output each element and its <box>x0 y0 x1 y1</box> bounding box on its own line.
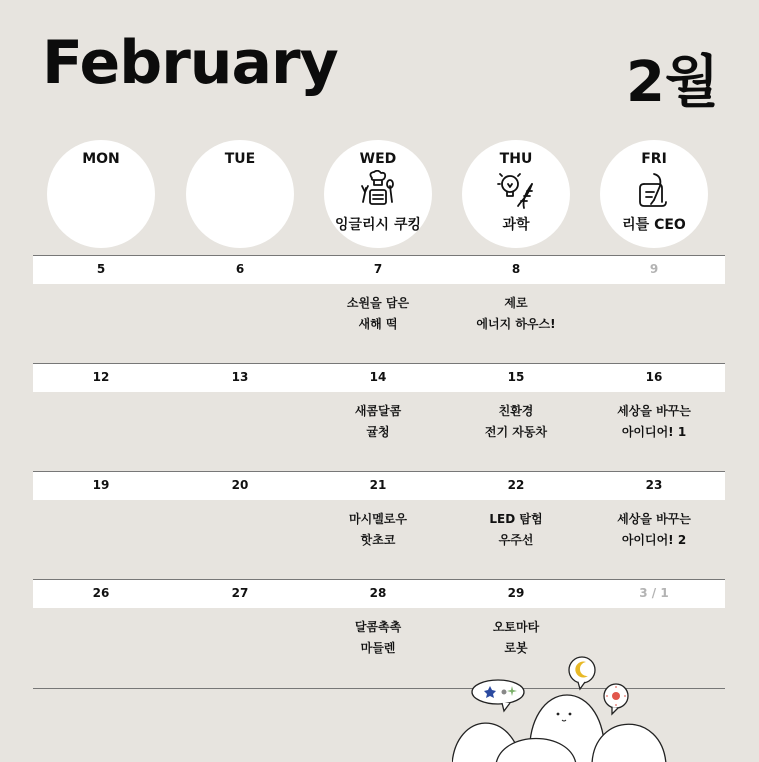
weekday-label: FRI <box>641 151 667 167</box>
date-cell: 8 <box>511 262 521 276</box>
date-cell: 26 <box>92 586 110 600</box>
date-cell: 13 <box>231 370 249 384</box>
date-cell: 15 <box>507 370 525 384</box>
event-text: 달콤촉촉 마들렌 <box>354 620 402 655</box>
weekday-label: TUE <box>224 151 256 167</box>
date-cell: 9 <box>649 262 659 276</box>
date-cell: 16 <box>645 370 663 384</box>
date-cell: 27 <box>231 586 249 600</box>
weekday-thu <box>462 140 570 248</box>
subject-label: 리틀 CEO <box>622 217 686 233</box>
date-cell: 22 <box>507 478 525 492</box>
event-text: 소원을 담은 새해 떡 <box>346 296 410 331</box>
week-row-3 <box>33 471 725 578</box>
date-cell: 14 <box>369 370 387 384</box>
event-text: 마시멜로우 핫초코 <box>349 512 407 547</box>
weekday-label: THU <box>499 151 533 167</box>
date-bar <box>33 471 725 500</box>
date-bar <box>33 363 725 392</box>
event-text: 새콤달콤 귤청 <box>354 404 402 439</box>
date-cell: 6 <box>235 262 245 276</box>
event-text: 제로 에너지 하우스! <box>476 296 556 331</box>
month-title-english: February <box>42 28 338 98</box>
weekday-label: MON <box>82 151 120 167</box>
event-text: LED 탐험 우주선 <box>489 512 543 547</box>
month-title-korean: 2월 <box>625 50 719 115</box>
date-bar <box>33 579 725 608</box>
weekday-mon <box>47 140 155 248</box>
event-text: 세상을 바꾸는 아이디어! 1 <box>617 404 691 439</box>
date-cell: 5 <box>96 262 106 276</box>
date-cell: 19 <box>92 478 110 492</box>
lightbulb-dna-icon <box>496 170 536 210</box>
weekday-tue <box>186 140 294 248</box>
week-row-1 <box>33 255 725 362</box>
date-cell: 3 / 1 <box>639 586 669 600</box>
weekday-label: WED <box>359 151 397 167</box>
date-cell: 21 <box>369 478 387 492</box>
cooking-tools-icon <box>358 170 398 210</box>
date-cell: 7 <box>373 262 383 276</box>
date-cell: 28 <box>369 586 387 600</box>
date-bar <box>33 255 725 284</box>
event-text: 친환경 전기 자동차 <box>484 404 548 439</box>
subject-label: 잉글리시 쿠킹 <box>334 217 422 233</box>
subject-label: 과학 <box>502 217 530 233</box>
weekday-wed <box>324 140 432 248</box>
date-cell: 20 <box>231 478 249 492</box>
ghost-characters-illustration <box>452 652 732 762</box>
event-text: 오토마타 로봇 <box>492 620 540 655</box>
date-cell: 12 <box>92 370 110 384</box>
weekday-fri <box>600 140 708 248</box>
scroll-quill-icon <box>634 170 674 210</box>
date-cell: 23 <box>645 478 663 492</box>
event-text: 세상을 바꾸는 아이디어! 2 <box>617 512 691 547</box>
week-row-2 <box>33 363 725 470</box>
date-cell: 29 <box>507 586 525 600</box>
